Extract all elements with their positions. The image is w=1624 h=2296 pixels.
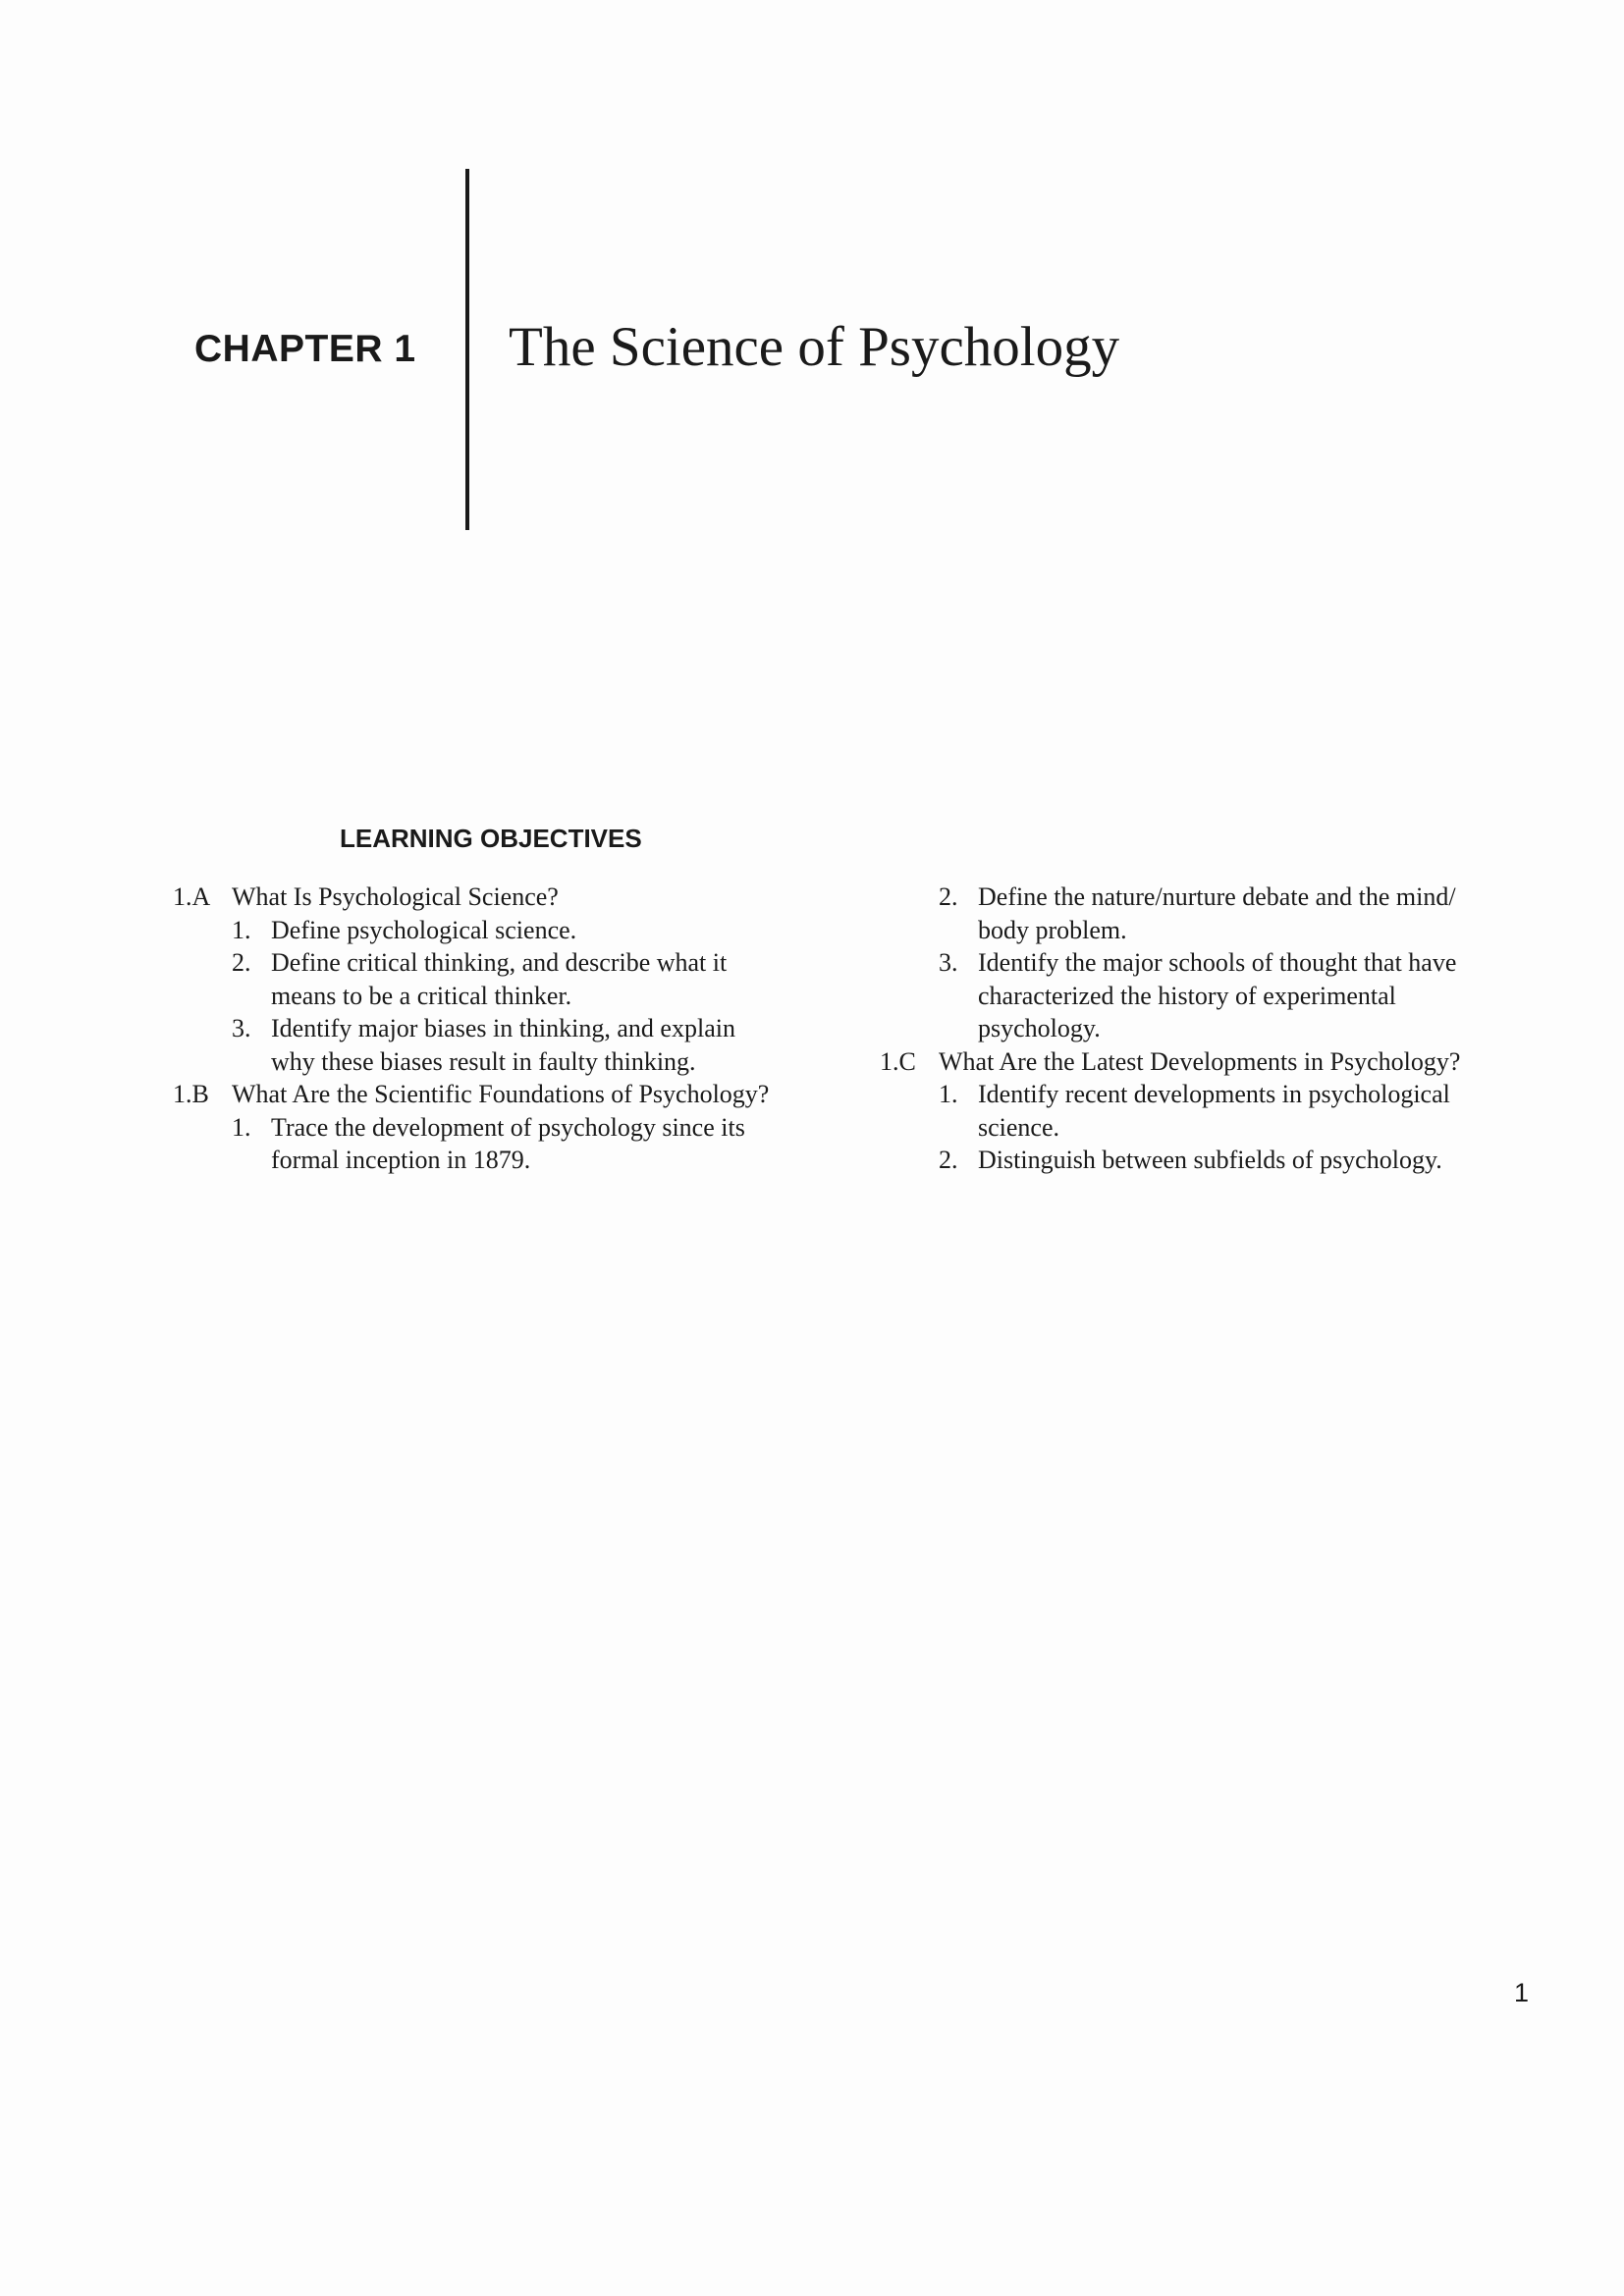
section-row xyxy=(173,1078,860,1111)
item-text: Distinguish between subfields of psychology. xyxy=(978,1146,1442,1174)
item-text: Identify recent developments in psychological science. xyxy=(978,1080,1450,1142)
item-number: 2. xyxy=(939,1146,958,1174)
item-text: Identify major biases in thinking, and explain why these biases result in faulty thinking. xyxy=(271,1014,735,1076)
item-number: 1. xyxy=(232,1112,251,1142)
objective-item xyxy=(880,1144,1528,1177)
objectives-column-left xyxy=(173,881,860,1177)
chapter-title: The Science of Psychology xyxy=(509,316,1120,378)
objective-item xyxy=(173,1111,860,1177)
item-text: Trace the development of psychology since its formal inception in 1879. xyxy=(271,1112,745,1174)
objective-item xyxy=(880,1078,1528,1144)
objective-item xyxy=(173,914,860,947)
item-text: Define critical thinking, and describe what it means to be a critical thinker. xyxy=(271,948,728,1010)
section-title: What Are the Latest Developments in Psychology? xyxy=(939,1046,1461,1076)
section-title: What Is Psychological Science? xyxy=(232,882,559,911)
chapter-divider xyxy=(465,169,469,530)
item-number: 3. xyxy=(232,1014,251,1042)
item-text: Identify the major schools of thought that have characterized the history of experimental psychology. xyxy=(978,948,1457,1042)
objective-item xyxy=(173,1012,860,1078)
objective-item xyxy=(880,946,1528,1045)
item-number: 1. xyxy=(232,915,251,944)
section-row xyxy=(880,1045,1528,1079)
chapter-label: CHAPTER 1 xyxy=(194,328,416,370)
item-number: 2. xyxy=(232,948,251,977)
objectives-column-right xyxy=(880,881,1528,1177)
section-code: 1.C xyxy=(880,1046,916,1076)
objective-item xyxy=(880,881,1528,946)
learning-objectives-heading: LEARNING OBJECTIVES xyxy=(340,824,642,853)
section-code: 1.A xyxy=(173,882,211,911)
item-number: 2. xyxy=(939,882,958,911)
section-row xyxy=(173,881,860,914)
item-text: Define the nature/nurture debate and the mind/ body problem. xyxy=(978,882,1456,944)
section-title: What Are the Scientific Foundations of Psychology? xyxy=(232,1080,770,1108)
item-number: 3. xyxy=(939,948,958,977)
section-code: 1.B xyxy=(173,1080,209,1108)
page-number: 1 xyxy=(1514,1978,1530,2007)
item-text: Define psychological science. xyxy=(271,915,577,944)
objective-item xyxy=(173,946,860,1012)
item-number: 1. xyxy=(939,1080,958,1108)
